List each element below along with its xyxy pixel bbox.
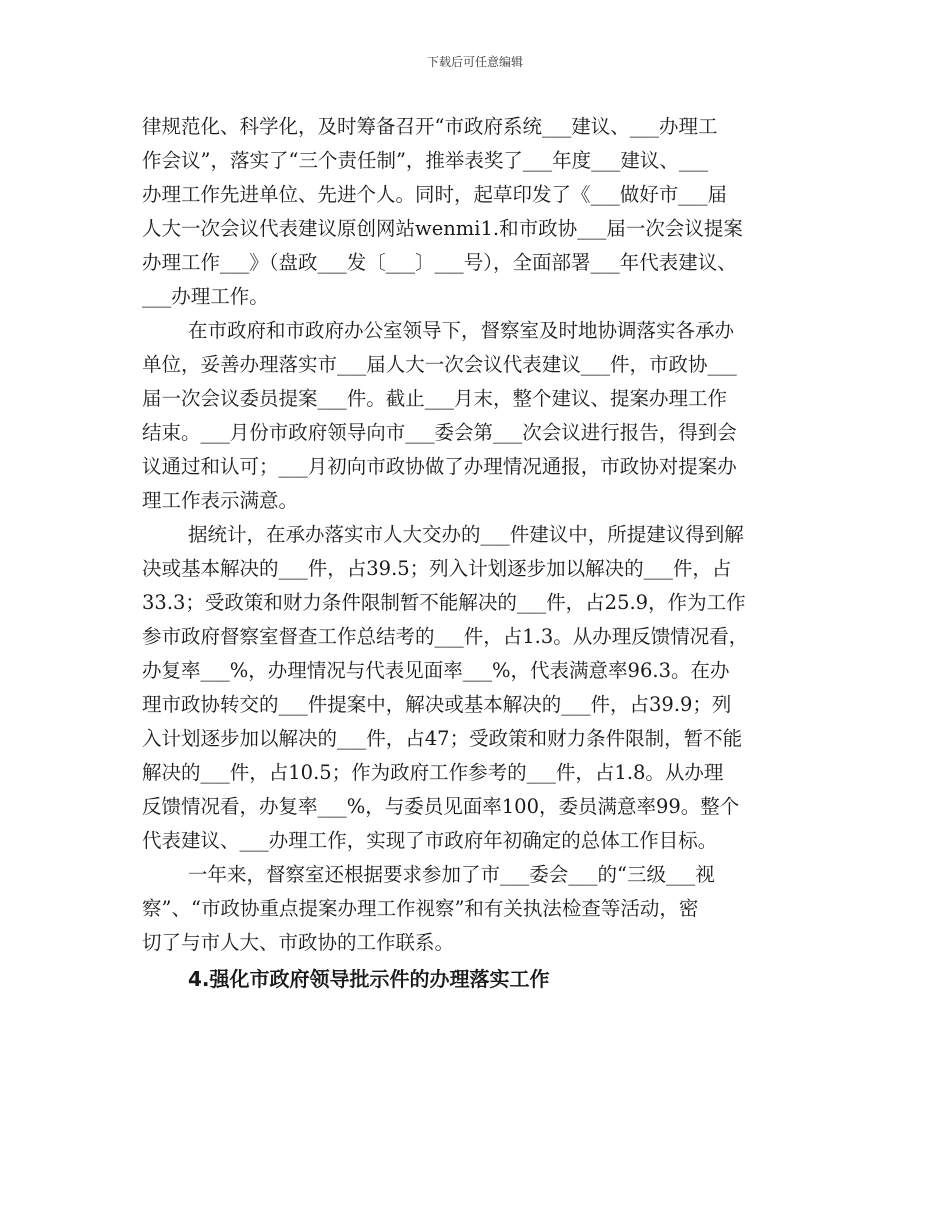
text-line: 单位，妥善办理落实市___届人大一次会议代表建议___件，市政协___: [142, 353, 737, 376]
text-line: 解决的___件，占10.5；作为政府工作参考的___件，占1.8。从办理: [142, 761, 724, 784]
text-line: 办复率___%，办理情况与代表见面率___%，代表满意率96.3。在办: [142, 659, 730, 682]
text-line: 议通过和认可；___月初向市政协做了办理情况通报，市政协对提案办: [142, 455, 737, 478]
text-line: 作会议”，落实了“三个责任制”，推举表奖了___年度___建议、___: [142, 149, 709, 172]
text-line: 理工作表示满意。: [142, 489, 299, 512]
text-line: 切了与市人大、市政协的工作联系。: [142, 931, 455, 954]
paragraph-start-line: 在市政府和市政府办公室领导下，督察室及时地协调落实各承办: [188, 319, 735, 342]
document-body: [142, 110, 822, 998]
text-line: 反馈情况看，办复率___%，与委员见面率100，委员满意率99。整个: [142, 795, 740, 818]
text-line: 办理工作___》（盘政___发〔___〕___号），全面部署___年代表建议、: [142, 251, 737, 274]
paragraph-start-line: 据统计，在承办落实市人大交办的___件建议中，所提建议得到解: [188, 523, 744, 546]
text-line: 人大一次会议代表建议原创网站wenmi1.和市政协___届一次会议提案: [142, 217, 743, 240]
text-line: 届一次会议委员提案___件。截止___月末，整个建议、提案办理工作: [142, 387, 728, 410]
text-line: 代表建议、___办理工作，实现了市政府年初确定的总体工作目标。: [142, 829, 718, 852]
text-line: 结束。___月份市政府领导向市___委会第___次会议进行报告，得到会: [142, 421, 737, 444]
text-line: ___办理工作。: [142, 285, 269, 308]
text-line: 办理工作先进单位、先进个人。同时，起草印发了《___做好市___届: [142, 183, 728, 206]
section-heading: 4.强化市政府领导批示件的办理落实工作: [188, 967, 550, 991]
text-line: 33.3；受政策和财力条件限制暂不能解决的___件，占25.9，作为工作: [142, 591, 746, 614]
text-line: 参市政府督察室督查工作总结考的___件，占1.3。从办理反馈情况看，: [142, 625, 749, 648]
text-line: 理市政协转交的___件提案中，解决或基本解决的___件，占39.9；列: [142, 693, 732, 716]
text-line: 入计划逐步加以解决的___件，占47；受政策和财力条件限制，暂不能: [142, 727, 743, 750]
text-line: 察”、“市政协重点提案办理工作视察”和有关执法检查等活动，密: [142, 897, 699, 920]
page-header: 下载后可任意编辑: [426, 55, 523, 69]
text-line: 决或基本解决的___件，占39.5；列入计划逐步加以解决的___件，占: [142, 557, 732, 580]
paragraph-start-line: 一年来，督察室还根据要求参加了市___委会___的“三级___视: [188, 863, 715, 886]
text-line: 律规范化、科学化，及时筹备召开“市政府系统___建议、___办理工: [142, 115, 718, 138]
